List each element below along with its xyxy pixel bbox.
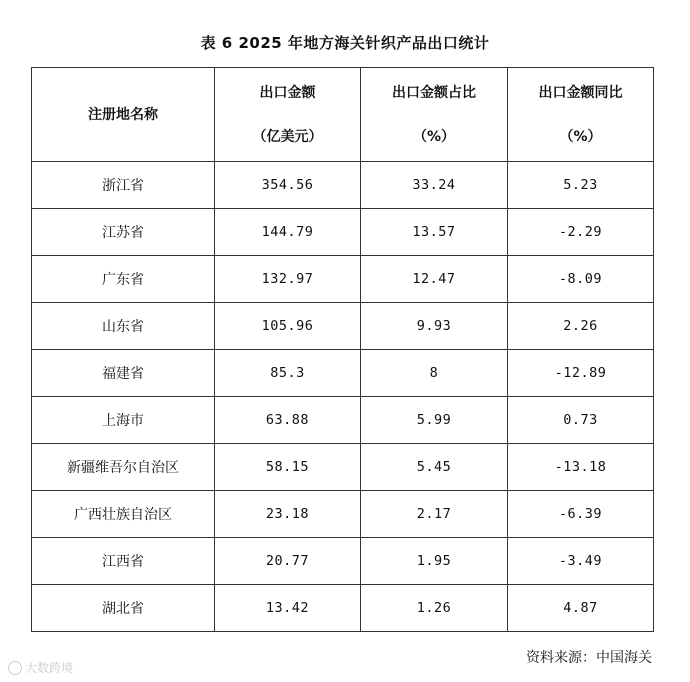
export-amount-cell: 105.96 [215, 303, 361, 350]
header-export-share: 出口金额占比 （%） [361, 68, 508, 162]
export-amount-cell: 85.3 [215, 350, 361, 397]
export-share-cell: 5.99 [361, 397, 508, 444]
table-row [32, 209, 654, 256]
watermark [8, 659, 73, 676]
region-name-cell: 新疆维吾尔自治区 [32, 444, 215, 491]
export-yoy-cell: 2.26 [508, 303, 654, 350]
region-name-cell: 上海市 [32, 397, 215, 444]
table-row [32, 162, 654, 209]
table-row [32, 303, 654, 350]
table-row [32, 585, 654, 632]
region-name-cell: 广东省 [32, 256, 215, 303]
region-name-cell: 江苏省 [32, 209, 215, 256]
export-amount-cell: 354.56 [215, 162, 361, 209]
export-share-cell: 1.26 [361, 585, 508, 632]
watermark-logo-icon [8, 661, 22, 675]
table-row [32, 256, 654, 303]
export-share-cell: 12.47 [361, 256, 508, 303]
export-amount-cell: 63.88 [215, 397, 361, 444]
export-amount-cell: 144.79 [215, 209, 361, 256]
export-amount-cell: 20.77 [215, 538, 361, 585]
export-yoy-cell: -3.49 [508, 538, 654, 585]
export-amount-cell: 58.15 [215, 444, 361, 491]
export-yoy-cell: -6.39 [508, 491, 654, 538]
export-share-cell: 8 [361, 350, 508, 397]
export-share-cell: 9.93 [361, 303, 508, 350]
export-amount-cell: 23.18 [215, 491, 361, 538]
header-export-yoy: 出口金额同比 （%） [508, 68, 654, 162]
table-header-row [32, 68, 654, 162]
data-source-note: 资料来源：中国海关 [526, 650, 652, 666]
export-share-cell: 2.17 [361, 491, 508, 538]
export-yoy-cell: -12.89 [508, 350, 654, 397]
export-yoy-cell: -13.18 [508, 444, 654, 491]
table-row [32, 397, 654, 444]
region-name-cell: 浙江省 [32, 162, 215, 209]
export-amount-cell: 132.97 [215, 256, 361, 303]
region-name-cell: 山东省 [32, 303, 215, 350]
export-share-cell: 1.95 [361, 538, 508, 585]
region-name-cell: 福建省 [32, 350, 215, 397]
export-yoy-cell: 5.23 [508, 162, 654, 209]
table-row [32, 444, 654, 491]
export-yoy-cell: -2.29 [508, 209, 654, 256]
header-region-name: 注册地名称 [32, 68, 215, 162]
table-title: 表 6 2025 年地方海关针织产品出口统计 [200, 34, 490, 52]
export-yoy-cell: 0.73 [508, 397, 654, 444]
export-share-cell: 13.57 [361, 209, 508, 256]
region-name-cell: 广西壮族自治区 [32, 491, 215, 538]
header-export-amount: 出口金额 （亿美元） [215, 68, 361, 162]
export-share-cell: 33.24 [361, 162, 508, 209]
export-share-cell: 5.45 [361, 444, 508, 491]
export-yoy-cell: -8.09 [508, 256, 654, 303]
export-yoy-cell: 4.87 [508, 585, 654, 632]
table-row [32, 538, 654, 585]
export-amount-cell: 13.42 [215, 585, 361, 632]
table-row [32, 491, 654, 538]
export-statistics-table [31, 67, 654, 632]
table-row [32, 350, 654, 397]
region-name-cell: 湖北省 [32, 585, 215, 632]
watermark-text: 大数跨境 [25, 661, 74, 675]
region-name-cell: 江西省 [32, 538, 215, 585]
